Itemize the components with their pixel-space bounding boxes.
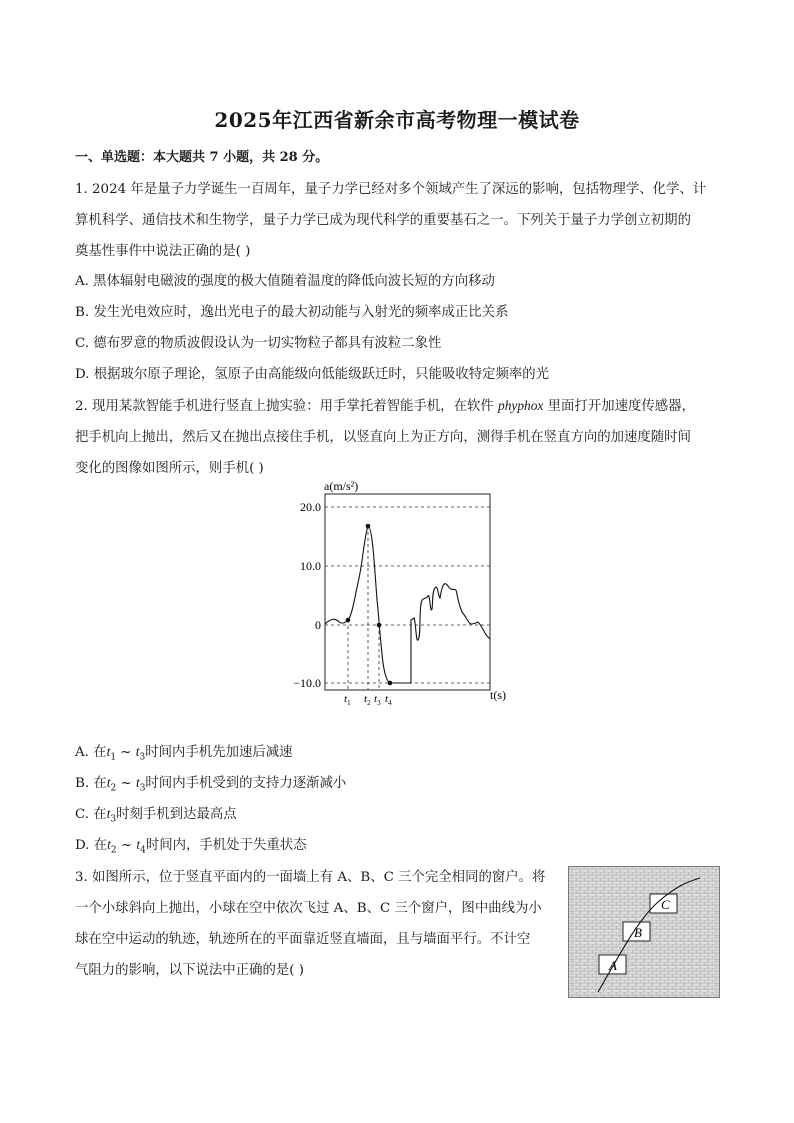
q2-option-b (75, 772, 346, 794)
window-b-label: B (634, 925, 642, 940)
section-heading: 一、单选题：本大题共 7 小题，共 28 分。 (75, 150, 329, 165)
subscript: 4 (140, 845, 146, 856)
q2-stem-line2: 把手机向上抛出，然后又在抛出点接住手机，以竖直向上为正方向，测得手机在竖直方向的加速度随时间 (75, 430, 691, 445)
window-c-label: C (661, 897, 670, 912)
q1-option-d: D. 根据玻尔原子理论，氢原子由高能级向低能级跃迁时，只能吸收特定频率的光 (75, 367, 550, 382)
var-t: t (135, 775, 140, 790)
tilde: ~ (116, 838, 137, 853)
q3-stem-line2: 一个小球斜向上抛出，小球在空中依次飞过 A、B、C 三个窗户，图中曲线为小 (75, 901, 542, 916)
ytick-10: 10.0 (300, 559, 321, 573)
q3-stem-line4: 气阻力的影响，以下说法中正确的是( ) (75, 963, 304, 978)
xtick-t4: $t_4$ (385, 693, 392, 707)
q1-stem-line1: 1. 2024 年是量子力学诞生一百周年，量子力学已经对多个领域产生了深远的影响，包括物理学、化学、计 (75, 182, 707, 197)
q3-stem-line1: 3. 如图所示，位于竖直平面内的一面墙上有 A、B、C 三个完全相同的窗户。将 (75, 870, 546, 885)
ytick-0: 0 (315, 618, 321, 632)
q1-stem-line2: 算机科学、通信技术和生物学，量子力学已成为现代科学的重要基石之一。下列关于量子力学创立初期的 (75, 213, 691, 228)
var-t: t (107, 837, 111, 852)
point-t2 (366, 524, 371, 529)
ytick-neg10: −10.0 (293, 676, 321, 690)
opt-prefix: A. 在 (75, 745, 107, 760)
q1-stem-line3: 奠基性事件中说法正确的是( ) (75, 244, 251, 259)
opt-text: 时刻手机到达最高点 (116, 807, 237, 822)
q1-option-a: A. 黑体辐射电磁波的强度的极大值随着温度的降低向波长短的方向移动 (75, 274, 495, 289)
q1-option-b: B. 发生光电效应时，逸出光电子的最大初动能与入射光的频率成正比关系 (75, 305, 509, 320)
x-axis-label: t(s) (490, 688, 506, 702)
xtick-t2: $t_2$ (364, 693, 371, 707)
opt-prefix: C. 在 (75, 807, 107, 822)
ytick-20: 20.0 (300, 500, 321, 514)
tilde: ~ (116, 776, 136, 791)
var-t: t (106, 806, 111, 821)
subscript: 1 (110, 752, 117, 763)
page-title: 2025年江西省新余市高考物理一模试卷 (214, 108, 580, 132)
opt-prefix: D. 在 (75, 838, 108, 853)
q2-option-c (75, 803, 237, 825)
point-t3 (377, 623, 382, 628)
acceleration-curve (325, 526, 490, 683)
var-t: t (135, 744, 140, 759)
subscript: 3 (139, 752, 146, 763)
y-axis-label: a(m/s²) (324, 479, 359, 493)
q2-option-a (75, 741, 293, 763)
opt-text: 时间内手机受到的支持力逐渐减小 (145, 776, 347, 791)
q1-option-c: C. 德布罗意的物质波假设认为一切实物粒子都具有波粒二象性 (75, 336, 442, 351)
subscript: 2 (110, 783, 117, 794)
opt-text: 时间内手机先加速后减速 (145, 745, 293, 760)
point-t1 (346, 618, 351, 623)
window-a-label: A (609, 958, 617, 973)
point-t4 (388, 681, 393, 686)
subscript: 2 (110, 845, 117, 856)
xtick-t3: $t_3$ (374, 693, 381, 707)
var-t: t (136, 837, 141, 852)
q2-option-d (75, 834, 307, 856)
wall-windows-figure (568, 866, 720, 998)
opt-prefix: B. 在 (75, 776, 107, 791)
xtick-t1: $t_1$ (344, 693, 351, 707)
opt-text: 时间内，手机处于失重状态 (145, 838, 307, 853)
tilde: ~ (116, 745, 136, 760)
q2-stem-text-a: 2. 现用某款智能手机进行竖直上抛实验：用手掌托着智能手机，在软件 (75, 399, 499, 414)
q2-stem-text-b: 里面打开加速度传感器， (543, 399, 695, 414)
q2-stem-line1 (75, 395, 695, 414)
subscript: 3 (139, 783, 146, 794)
acceleration-time-graph (280, 478, 520, 710)
var-t: t (106, 744, 111, 759)
subscript: 3 (110, 814, 117, 825)
graph-frame (325, 494, 490, 690)
q3-stem-line3: 球在空中运动的轨迹，轨迹所在的平面靠近竖直墙面，且与墙面平行。不计空 (75, 932, 531, 947)
q2-stem-line3: 变化的图像如图所示，则手机( ) (75, 461, 264, 476)
software-name: phyphox (498, 398, 544, 413)
var-t: t (106, 775, 111, 790)
